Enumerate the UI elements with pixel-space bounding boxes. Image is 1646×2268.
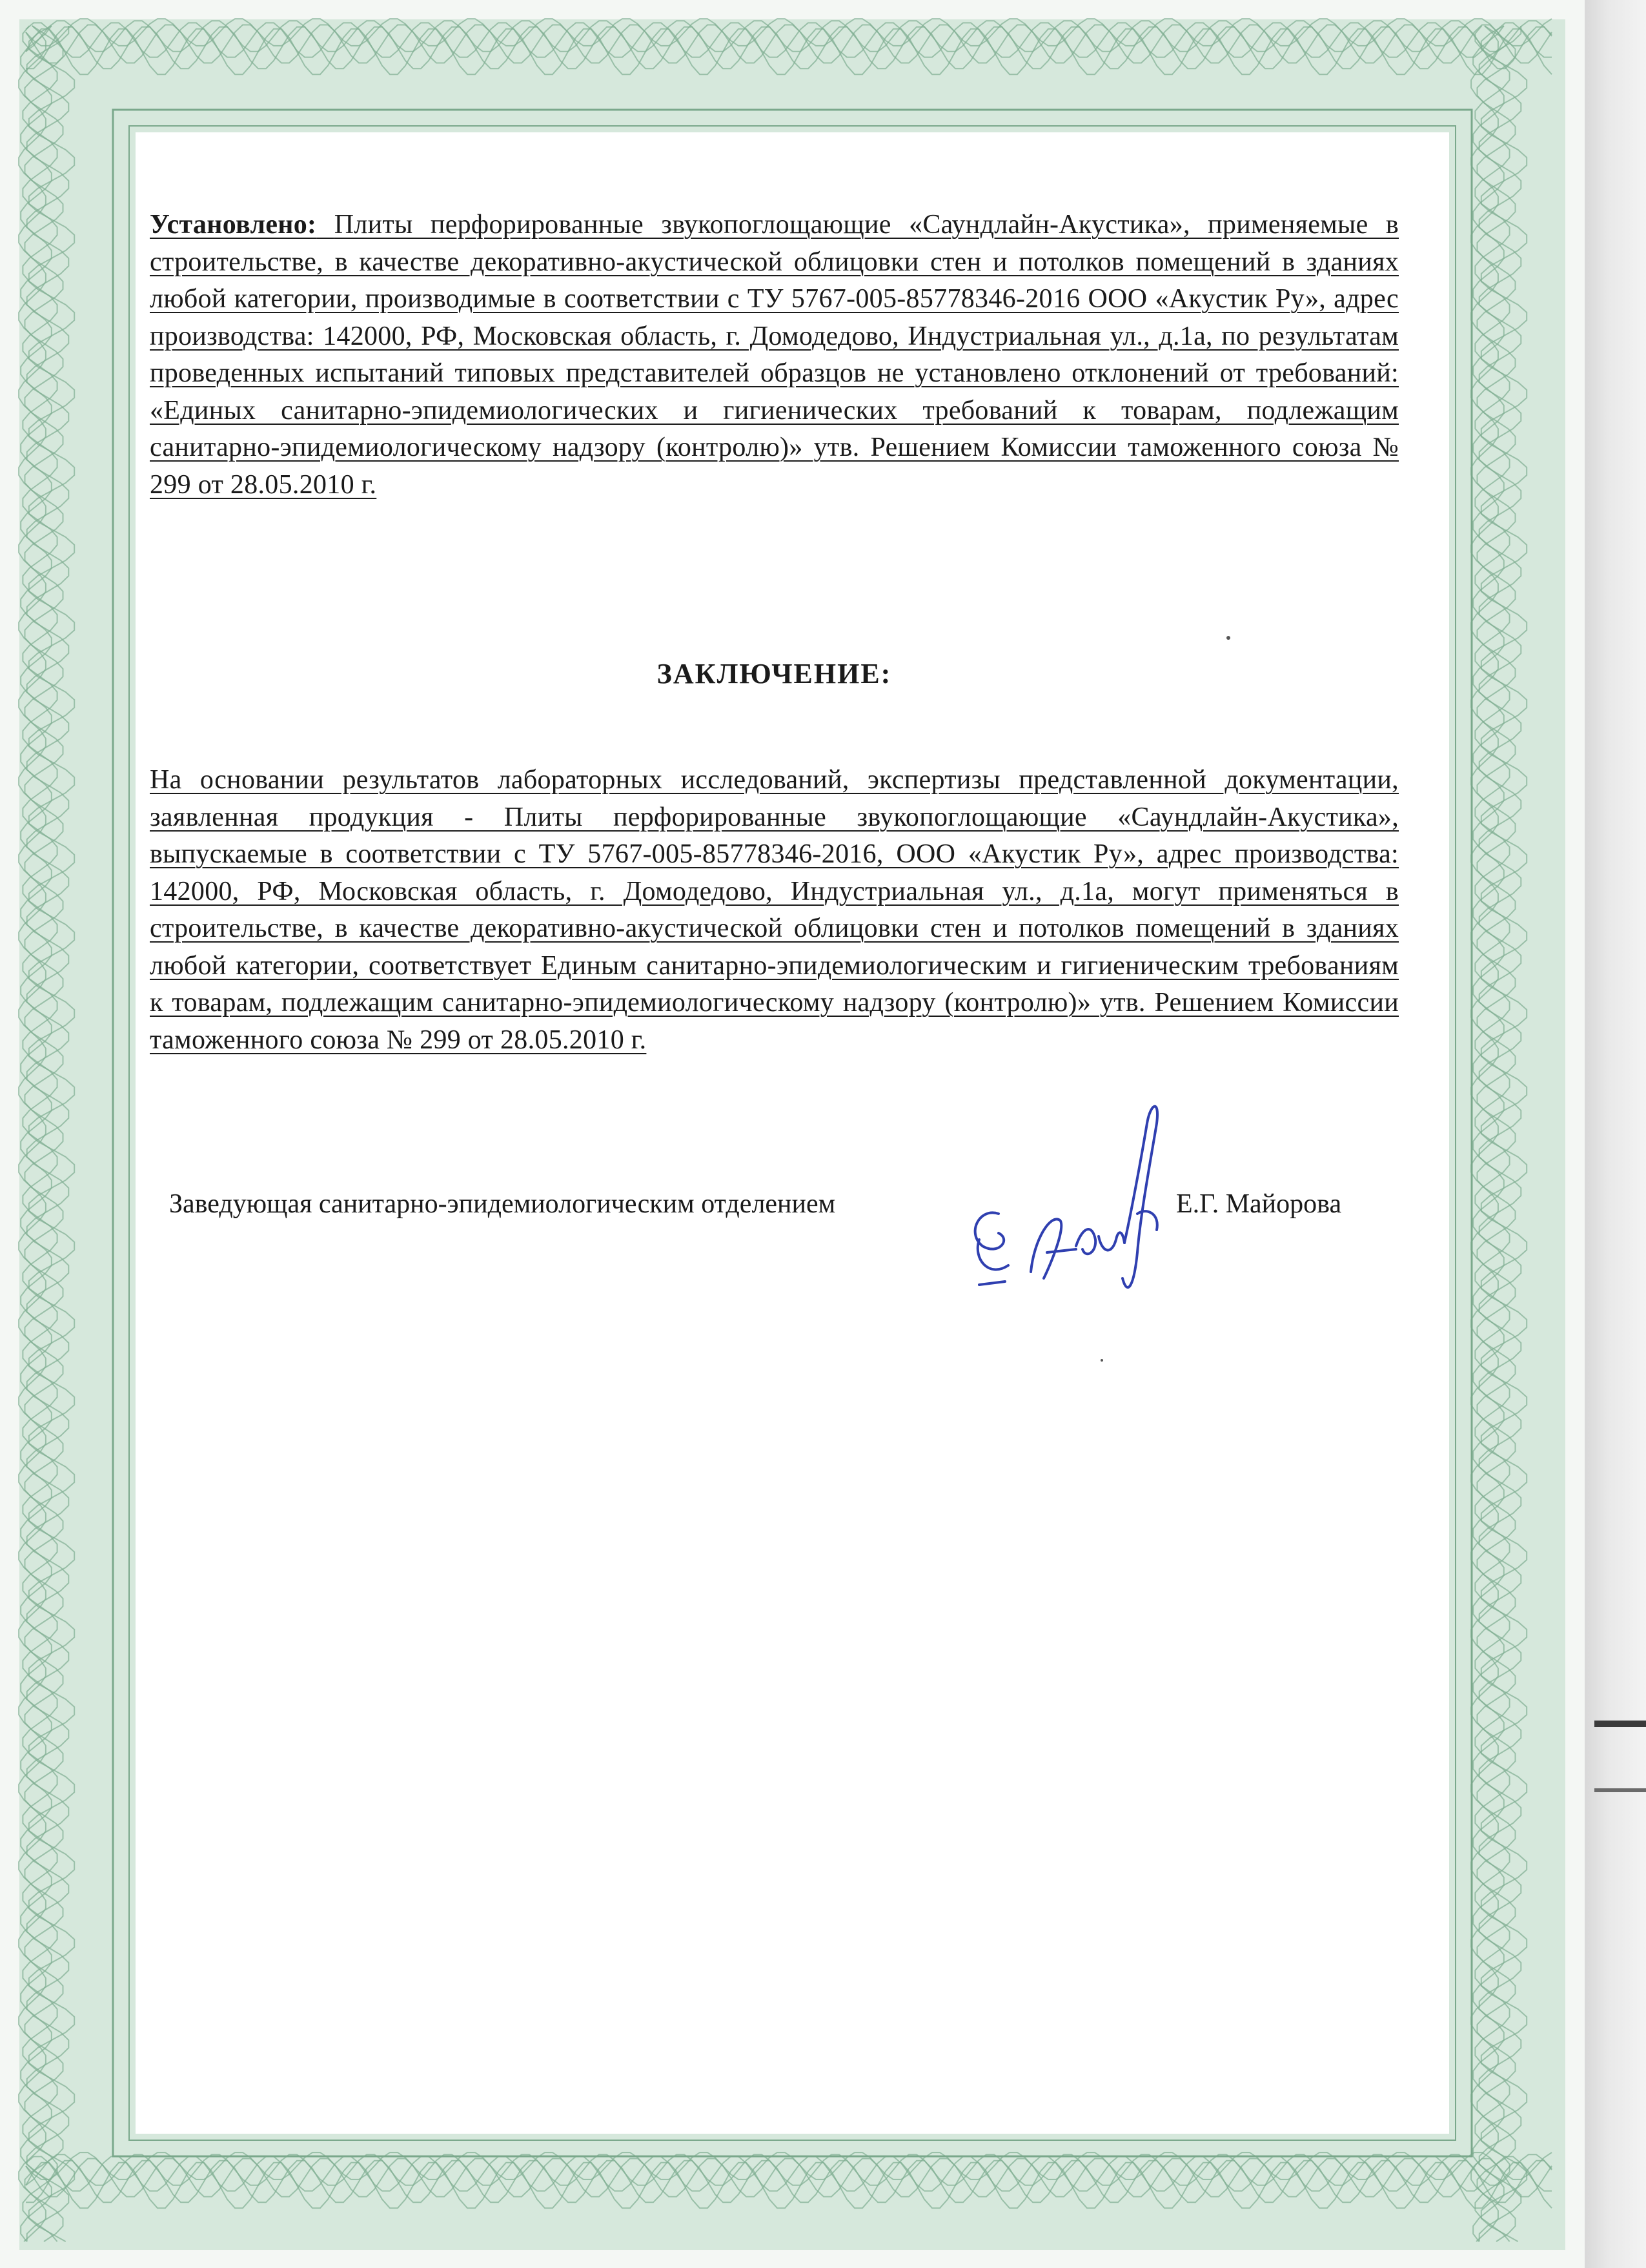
scan-speck bbox=[1101, 1359, 1103, 1362]
handwritten-signature bbox=[953, 1085, 1186, 1304]
established-text: Плиты перфорированные звукопоглощающие «Саундлайн-Акустика», применяемые в строительстве, в качестве декоративно-акустической облицовки стен и потолков помещений в зданиях любой категории, производимые в соответствии с ТУ 5767-005-85778346-2016 ООО «Акустик Ру», адрес производства: 142000, РФ, Московская область, г. Домодедово, Индустриальная ул., д.1а, по результатам проведенных испытаний типовых представителей образцов не установлено отклонений от требований: «Единых санитарно-эпидемиологических и гигиенических требований к товарам, подлежащим санитарно-эпидемиологическому надзору (контролю)» утв. Решением Комиссии таможенного союза № 299 от 28.05.2010 г. bbox=[150, 210, 1399, 500]
scanner-edge bbox=[1585, 0, 1646, 2268]
established-label: Установлено: bbox=[150, 210, 317, 240]
conclusion-heading: ЗАКЛЮЧЕНИЕ: bbox=[656, 658, 892, 690]
established-paragraph bbox=[150, 207, 1399, 504]
conclusion-paragraph: На основании результатов лабораторных исследований, экспертизы представленной документации, заявленная продукция - Плиты перфорированные звукопоглощающие «Саундлайн-Акустика», выпускаемые в соответствии с ТУ 5767-005-85778346-2016, ООО «Акустик Ру», адрес производства: 142000, РФ, Московская область, г. Домодедово, Индустриальная ул., д.1а, могут применяться в строительстве, в качестве декоративно-акустической облицовки стен и потолков помещений в зданиях любой категории, соответствует Единым санитарно-эпидемиологическим и гигиеническим требованиям к товарам, подлежащим санитарно-эпидемиологическому надзору (контролю)» утв. Решением Комиссии таможенного союза № 299 от 28.05.2010 г. bbox=[150, 765, 1399, 1055]
signatory-title: Заведующая санитарно-эпидемиологическим отделением bbox=[169, 1189, 836, 1219]
scanner-edge-mark bbox=[1594, 1721, 1646, 1727]
scan-speck bbox=[1226, 636, 1230, 640]
signatory-name: Е.Г. Майорова bbox=[1176, 1189, 1342, 1219]
scanner-edge-mark bbox=[1594, 1788, 1646, 1792]
